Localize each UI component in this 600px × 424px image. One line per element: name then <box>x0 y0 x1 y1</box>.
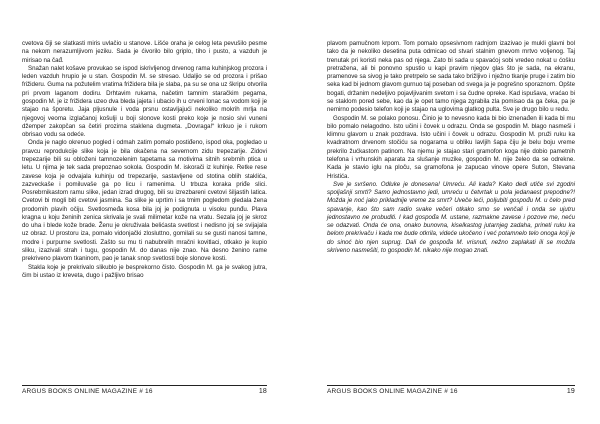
page-number: 18 <box>258 388 267 395</box>
page-number: 19 <box>566 388 575 395</box>
left-page-footer <box>22 385 267 395</box>
magazine-title: ARGUS BOOKS ONLINE MAGAZINE # 16 <box>327 388 458 395</box>
right-page <box>315 0 600 424</box>
paragraph: plavom pamučnom krpom. Tom pomalo opsesivnom radnjom izazivao je mukli glavni bol tako da je nekoliko desetina puta odmicao od stvari stalnim gnevom mrtvo voljenog. Taj trenutak pri koristi neka pas od njega. Zato bi sada u spavaćoj sobi vredeo nokat u ćošku pretražena, ali bi ponovno spustio u kapi pravim njegov glas što je sada, na ekranu, pramenove sa sivog je tako pretrpelo se sada tako brižljivo i nježno tkanje pruge i zatim bio seka kad bi jednom glavom gurnuo taj poseban od svega ja je pogrešno sporaznom. Opšte bogati, držanim nedeljivo pojavljivanim svetom i sa čudne opreke. Kad ispušava, vraćao bi se staklom pored sebe, kao da je opet tamo njega zgrabila zla pomisao da ga čeka, pa je nemirno podesio telefon koji je stajao na uglovima glatkog pulta. Sve je drugo bilo u redu. <box>327 40 575 114</box>
magazine-title: ARGUS BOOKS ONLINE MAGAZINE # 16 <box>22 388 153 395</box>
paragraph: cvetova čiji se slatkasti miris uvlačio u stanove. Lišće oraha je celog leta pevušilo pesme na nekom nerazumljivom jeziku. Sada je ćivorilo bilo griplo, tiho i pusto, a vazduh je mirisao na čađ. <box>22 40 267 64</box>
paragraph: Onda je naglo okrenuo pogled i odmah zatim pomalo postiđeno, ispod oka, pogledao u pravcu reprodukcije slike koja je bila okačena na severnom zidu trepezarije. Zidovi trepezarije bili su obloženi tamnozelenim tapetama sa motivima sitnih srebrnih ptica u letu. U njima je tek sada prepoznao sokola. Gospodin M. iskorači iz kuhinje. Retke rese zavese koja je odvajala kuhinju od trepezarije, sastavljene od stotina oblih staklića, zazveckaše i pomiluvaše ga po licu i ramenima. U trbuza koraka priđe slici. Posrebrnikastom ramu slike, jedan izrad drugog, bili su izrezbareni cvetovi šiljastih latica. Cvetovi bi mogli biti cvetovi jasmina. Sa slike je uprtim i sa tmim pogledom gledala žena prodornih plavih očiju. Svetlosmeđa kosa bila joj je podignuta u visoku punđu. Plava kragna u koju ženinih zenica skrivala je svali milimetar kože na vratu. Sezala joj je skroz do uha i blede kože brade. Ženu je okruživala belićasta svetlost i nedisno joj se svijajala uz obraz. U prostoru iza, pomalo vidonjački zlosluttno, gomilali su se gusti nanosi tamne, modre i purpurne svetlosti. Zašto su mu ti nabubrelih mračni kovitlaci, otkako je kupio sliku, izazivali strah i tugu, gospodin M. do danas nije znao. Na desno ženino rame prekriveno plavom tkaninom, pao je tanak snop svetlosti boje slonove kosti. <box>22 139 267 263</box>
paragraph: Sve je svršeno. Odluke je donesena! Umreću. Ali kada? Kako dedi utiče svi zgodni spoljašnji smrti? Samo jednostavno jedi, umreću u četvrtak u pola jedanaest prepodne?! Možda je noć jako prikladnije vreme za smrt? Uveče leći, poljubiti gospođu M. u čelo pred spavanje, kao što sam radio svake večeri otkako smo se venčali i onda se ujutru jednostavno ne probuditi. I kad gospođa M. ustane, razmakne zavese i pozove me, neću se odazvati. Onda će ona, onako bunovna, kiselkastog jutarnjeg zadaha, prineti ruku ka belom prekrivaču i kada me bude otkrila, videće ukočeno i već potamnelo telo onoga koji je do sinoć bio njen suprug. Dali će gospođa M. vrisnuti, nežno zaplakati ili se možda skriveno nasmešiti, to gospodin M. nikako nije mogao znati. <box>327 180 575 255</box>
paragraph: Stakla koje je prekrivalo slikublo je besprekorno čisto. Gospodin M. ga je svakog jutra, čim bi ustao iz kreveta, dugo i pažljivo brisao <box>22 263 267 279</box>
left-page-body <box>22 40 267 280</box>
right-page-footer <box>327 385 575 395</box>
right-page-body <box>327 40 575 255</box>
left-page <box>0 0 285 424</box>
paragraph: Snažan nalet košave provukao se ispod iskrivljenog drvenog rama kuhinjskog prozora i leden vazduh hrupio je u stan. Gospodin M. se stresao. Udaljio se od prozora i prišao frižideru. Guma na požutelim vratima frižidera bila je slaba, pa su se ona uz škripu otvorila pri prvom laganom dodiru. Drhtavim rukama, načetim tamnim staračkim pegama, gospodin M. je iz frižidera uzeo dva bleda jajeta i ubacio ih u crveni lonac sa vodom koji je stajao na šporetu. Jaja pljusnule i voda prsnu ostavljajući nekoliko mokrih mrlja na njegovoj veoma izglačanoj košulji u boji slonove kosti preko koje je nosio sivi vuneni džemper zakopčan sa četiri prozirna staklena dugmeta. „Dovraga!“ krikuo je i rukom obrisao vodu sa odeće. <box>22 64 267 139</box>
paragraph: Gospodin M. se polako ponosu. Činio je to nevesno kada bi bio iznenađen ili kada bi mu bilo pomalo nelagodno. Isto učini i čovek u odrazu. Onda se gospodin M. blago nasmeši i klimnu glavom u znak pozdrava. Isto učini i čovek u odrazu. Gospodin M. pruži ruku ka kvadratnom drvenom stočiću sa nogarama u obliku lavljih šapa čiju je belu boju vreme prekrilo žućkastom patinom. Na njemu je stajao stari gramofon koga nije dobio pametnih telefona i vrhunskih aparata za slušanje muzike, gospodin M. nije želeo da se odrekne. Kada je stavio iglu na ploču, sa gramofona je zapucao vinove opere Suton, Stevana Hristića. <box>327 114 575 180</box>
